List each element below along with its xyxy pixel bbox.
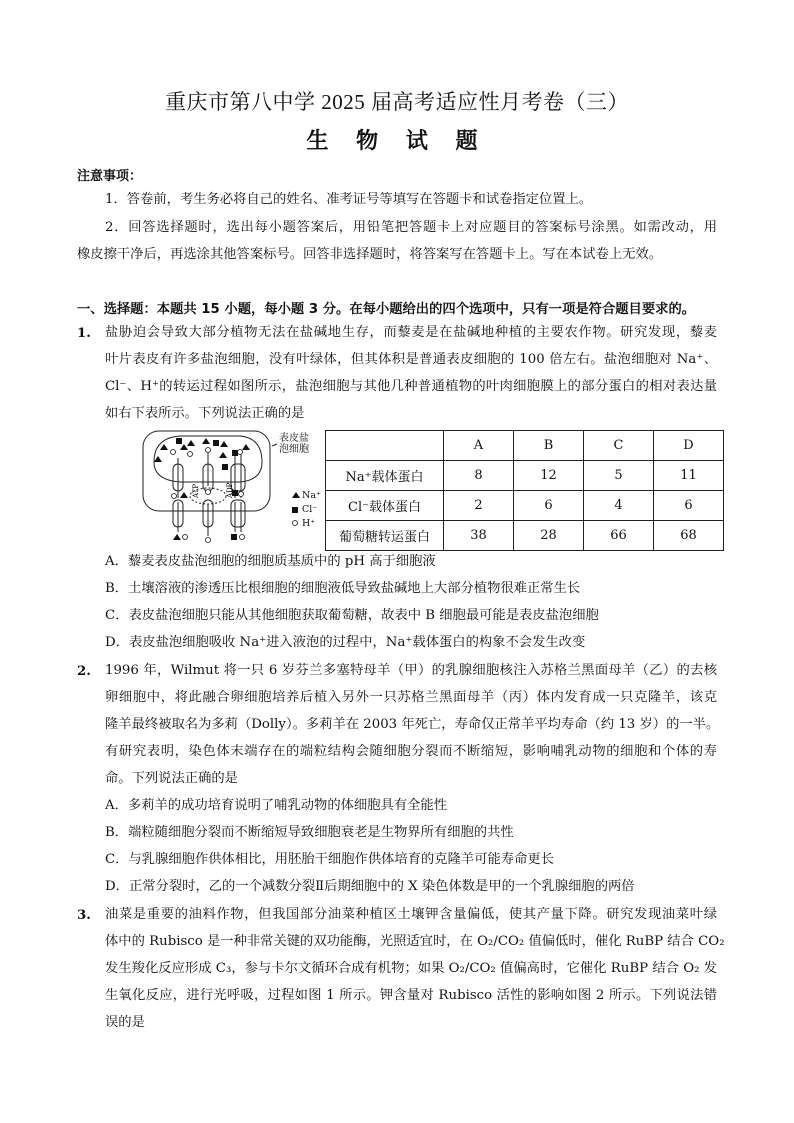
- question-2-stem-line: 卵细胞中，将此融合卵细胞培养后植入另外一只苏格兰黑面母羊（丙）体内发育成一只克隆羊，该克: [105, 690, 717, 705]
- question-1-stem-line: Cl⁻、H⁺的转运过程如图所示，盐泡细胞与其他几种普通植物的叶肉细胞膜上的部分蛋白的相对表达量: [105, 379, 717, 394]
- question-2-option-d: D．正常分裂时，乙的一个减数分裂Ⅱ后期细胞中的 X 染色体数是甲的一个乳腺细胞的两倍: [105, 879, 635, 894]
- proton-marker: [240, 535, 245, 540]
- legend-chloride-label: Cl⁻: [302, 504, 318, 515]
- sodium-ion-marker: [202, 438, 210, 444]
- question-1-number: 1.: [77, 326, 91, 341]
- table-row-label: Na⁺载体蛋白: [326, 461, 444, 491]
- table-header-row: [326, 431, 724, 461]
- table-cell: 2: [444, 491, 514, 521]
- table-cell: 8: [444, 461, 514, 491]
- question-2-option-b: B．端粒随细胞分裂而不断缩短导致细胞衰老是生物界所有细胞的共性: [105, 825, 514, 840]
- proton-marker: [172, 494, 177, 499]
- question-3-stem-line: 体中的 Rubisco 是一种非常关键的双功能酶，光照适宜时，在 O₂/CO₂ 值偏低时，催化 RuBP 结合 CO₂: [105, 934, 725, 949]
- table-header-cell: A: [444, 431, 514, 461]
- table-cell: 5: [584, 461, 654, 491]
- proton-marker: [206, 448, 211, 453]
- question-2-option-a: A．多莉羊的成功培育说明了哺乳动物的体细胞具有全能性: [105, 798, 448, 813]
- table-cell: 6: [514, 491, 584, 521]
- table-header-cell: C: [584, 431, 654, 461]
- cell-label: 表皮盐泡细胞: [279, 433, 309, 455]
- sodium-ion-marker: [242, 444, 250, 450]
- sodium-ion-marker: [160, 444, 168, 450]
- sodium-ion-marker: [180, 444, 188, 450]
- question-1-stem-line: 叶片表皮有许多盐泡细胞，没有叶绿体，但其体积是普通表皮细胞的 100 倍左右。盐泡细胞对 Na⁺、: [105, 352, 717, 367]
- proton-marker: [171, 450, 176, 455]
- table-cell: 68: [654, 521, 724, 551]
- question-2-option-c: C．与乳腺细胞作供体相比，用胚胎干细胞作供体培育的克隆羊可能寿命更长: [105, 852, 554, 867]
- notice-heading: 注意事项：: [77, 169, 143, 184]
- question-1-option-a: A．藜麦表皮盐泡细胞的细胞质基质中的 pH 高于细胞液: [105, 554, 436, 569]
- proton-marker: [183, 535, 188, 540]
- sodium-ion-marker: [187, 440, 195, 446]
- table-cell: 28: [514, 521, 584, 551]
- question-2-stem-line: 有研究表明，染色体末端存在的端粒结构会随细胞分裂而不断缩短，影响哺乳动物的细胞和个体的寿: [105, 744, 717, 759]
- proton-marker: [238, 450, 243, 455]
- table-cell: 38: [444, 521, 514, 551]
- table-cell: 11: [654, 461, 724, 491]
- table-cell: 12: [514, 461, 584, 491]
- legend-sodium-label: Na⁺: [302, 490, 321, 501]
- table-row-label: 葡萄糖转运蛋白: [326, 521, 444, 551]
- notice-item-2: 2．回答选择题时，选出每小题答案后，用铅笔把答题卡上对应题目的答案标号涂黑。如需改动，用: [105, 220, 717, 235]
- question-1-option-b: B．土壤溶液的渗透压比根细胞的细胞液低导致盐碱地上大部分植物很难正常生长: [105, 581, 581, 596]
- sodium-ion-marker: [219, 452, 227, 458]
- question-2-stem-line: 1996 年，Wilmut 将一只 6 岁芬兰多塞特母羊（甲）的乳腺细胞核注入苏格兰黑面母羊（乙）的去核: [105, 663, 717, 678]
- membrane-transporter-3: [231, 500, 245, 527]
- label-leader-line: [272, 444, 277, 446]
- section-heading: 一、选择题：本题共 15 小题，每小题 3 分。在每小题给出的四个选项中，只有一项是符合题目要求的。: [77, 302, 696, 317]
- exam-title: 重庆市第八中学 2025 届高考适应性月考卷（三）: [165, 90, 629, 114]
- legend-proton-label: H⁺: [302, 518, 316, 529]
- question-2-number: 2.: [77, 664, 91, 679]
- notice-item-1: 1．答卷前，考生务必将自己的姓名、准考证号等填写在答题卡和试卷指定位置上。: [105, 192, 593, 207]
- table-cell: 66: [584, 521, 654, 551]
- question-1-option-c: C．表皮盐泡细胞只能从其他细胞获取葡萄糖，故表中 B 细胞最可能是表皮盐泡细胞: [105, 608, 599, 623]
- legend-sodium-marker: [292, 492, 300, 498]
- table-row: [326, 461, 724, 491]
- atp-label: ATP: [192, 483, 200, 498]
- question-1-option-d: D．表皮盐泡细胞吸收 Na⁺进入液泡的过程中，Na⁺载体蛋白的构象不会发生改变: [105, 635, 586, 650]
- table-header-cell: D: [654, 431, 724, 461]
- question-1-stem-line: 如右下表所示。下列说法正确的是: [105, 406, 305, 421]
- chloride-ion-marker: [232, 450, 238, 456]
- sodium-ion-marker: [180, 492, 188, 498]
- table-cell: 4: [584, 491, 654, 521]
- chloride-ion-marker: [231, 534, 237, 540]
- table-row-label: Cl⁻载体蛋白: [326, 491, 444, 521]
- question-3-number: 3.: [77, 908, 91, 923]
- table-corner-cell: [326, 431, 444, 461]
- question-2-stem-line: 隆羊最终被取名为多莉（Dolly）。多莉羊在 2003 年死亡，寿命仅正常羊平均寿命（约 13 岁）的一半。: [105, 717, 720, 732]
- exam-subtitle: 生 物 试 题: [306, 128, 488, 154]
- notice-item-2-cont: 橡皮擦干净后，再选涂其他答案标号。回答非选择题时，将答案写在答题卡上。写在本试卷上无效。: [77, 247, 663, 262]
- sodium-ion-marker: [220, 441, 228, 447]
- proton-marker: [206, 538, 211, 543]
- legend-proton-marker: [293, 521, 298, 526]
- question-3-stem-line: 生氧化反应，进行光呼吸，过程如图 1 所示。钾含量对 Rubisco 活性的影响如图 2 所示。下列说法错: [105, 988, 717, 1003]
- chloride-ion-marker: [222, 464, 228, 470]
- salt-bladder-cell-diagram: [140, 428, 320, 546]
- sodium-ion-marker: [173, 534, 181, 540]
- legend-chloride-marker: [292, 507, 298, 513]
- table-cell: 6: [654, 491, 724, 521]
- proton-marker: [188, 452, 193, 457]
- proton-marker: [239, 492, 244, 497]
- chloride-ion-marker: [176, 438, 182, 444]
- question-3-stem-line: 误的是: [105, 1015, 145, 1030]
- table-header-cell: B: [514, 431, 584, 461]
- sodium-ion-marker: [154, 456, 162, 462]
- question-3-stem-line: 油菜是重要的油料作物，但我国部分油菜种植区土壤钾含量偏低，使其产量下降。研究发现油菜叶绿: [105, 907, 717, 922]
- question-1-stem-line: 盐胁迫会导致大部分植物无法在盐碱地生存，而藜麦是在盐碱地种植的主要农作物。研究发现，藜麦: [105, 325, 717, 340]
- table-row: [326, 491, 724, 521]
- question-2-stem-line: 命。下列说法正确的是: [105, 771, 238, 786]
- proton-marker: [206, 490, 211, 495]
- table-row: [326, 521, 724, 551]
- protein-expression-table: [325, 430, 724, 551]
- adp-label: ADP: [226, 482, 234, 498]
- chloride-ion-marker: [213, 440, 219, 446]
- question-3-stem-line: 发生羧化反应形成 C₃，参与卡尔文循环合成有机物；如果 O₂/CO₂ 值偏高时，它催化 RuBP 结合 O₂ 发: [105, 961, 717, 976]
